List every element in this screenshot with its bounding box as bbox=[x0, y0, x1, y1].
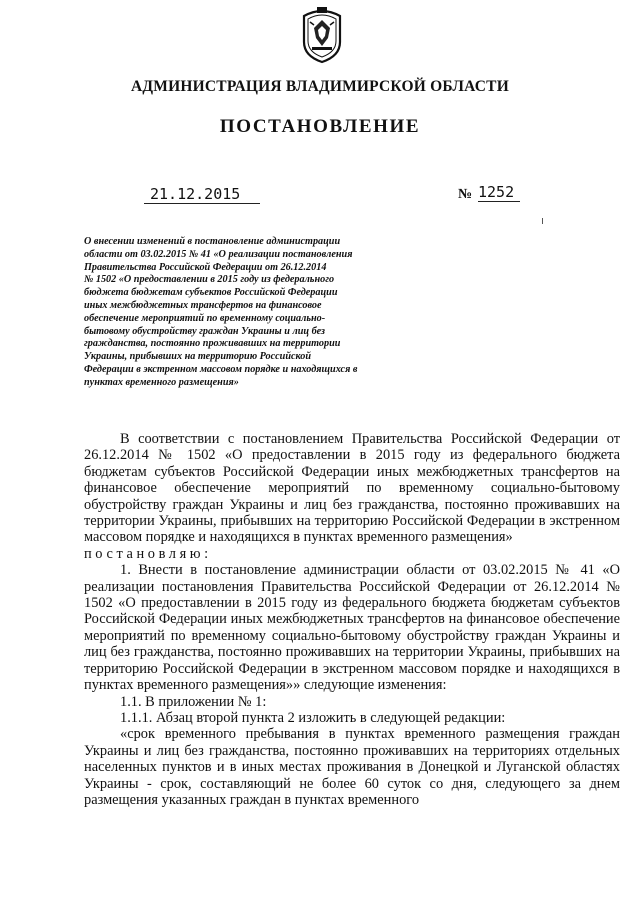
number-sign: № bbox=[458, 187, 473, 202]
subject-line: Украины, прибывших на территорию Российской bbox=[84, 351, 312, 363]
organization-name: АДМИНИСТРАЦИЯ ВЛАДИМИРСКОЙ ОБЛАСТИ bbox=[131, 78, 509, 95]
subject-line: № 1502 «О предоставлении в 2015 году из федерального bbox=[84, 274, 335, 286]
coat-of-arms-emblem bbox=[300, 6, 344, 64]
document-body bbox=[84, 431, 620, 808]
resolve-word: постановляю: bbox=[84, 545, 212, 562]
quoted-text-paragraph: «срок временного пребывания в пунктах временного размещения граждан Украины и лиц без гражданства, постоянно проживавших на территориях отдельных населенных пунктов и в иных местах проживания в Донецкой и Луганской областях Украины - срок, составляющий не более 60 суток со дня, следующего за днем размещения указанных граждан в пунктах временного bbox=[84, 726, 620, 808]
document-number: 1252 bbox=[478, 183, 520, 202]
subject-line: обеспечение мероприятий по временному социально- bbox=[84, 312, 326, 324]
item-1-paragraph: 1. Внести в постановление администрации области от 03.02.2015 № 41 «О реализации постановления Правительства Российской Федерации от 26.12.2014 № 1502 «О предоставлении в 2015 году из федерального бюджета бюджетам субъектов Российской Федерации иных межбюджетных трансфертов на финансовое обеспечение мероприятий по временному социально-бытовому обустройству граждан Украины и лиц без гражданства, постоянно проживавших на территории Украины, прибывших на территорию Российской Федерации в экстренном массовом порядке и находящихся в пунктах временного размещения»» следующие изменения: bbox=[84, 562, 620, 694]
subject-line: пунктах временного размещения» bbox=[84, 376, 239, 388]
subject-line: бытовому обустройству граждан Украины и лиц без bbox=[84, 325, 326, 337]
document-subject bbox=[84, 236, 436, 390]
item-1-1-paragraph: 1.1. В приложении № 1: bbox=[120, 693, 267, 710]
document-type-title: ПОСТАНОВЛЕНИЕ bbox=[219, 116, 421, 137]
subject-line: иных межбюджетных трансфертов на финансовое bbox=[84, 299, 322, 311]
subject-line: О внесении изменений в постановление администрации bbox=[84, 236, 341, 247]
margin-tick bbox=[542, 218, 543, 224]
document-date: 21.12.2015 bbox=[144, 185, 260, 204]
subject-line: Федерации в экстренном массовом порядке и находящихся в bbox=[84, 363, 358, 375]
preamble-paragraph: В соответствии с постановлением Правительства Российской Федерации от 26.12.2014 № 1502 «О предоставлении в 2015 году из федерального бюджета бюджетам субъектов Российской Федерации иных межбюджетных трансфертов на финансовое обеспечение мероприятий по временному социально-бытовому обустройству граждан Украины и лиц без гражданства, постоянно проживавших на территории Украины, прибывших на территорию Российской Федерации в экстренном массовом порядке и находящихся в пунктах временного размещения» bbox=[84, 431, 620, 546]
subject-line: Правительства Российской Федерации от 26.12.2014 bbox=[84, 261, 327, 273]
subject-line: бюджета бюджетам субъектов Российской Федерации bbox=[84, 287, 338, 299]
item-1-1-1-paragraph: 1.1.1. Абзац второй пункта 2 изложить в следующей редакции: bbox=[120, 709, 506, 726]
subject-line: гражданства, постоянно проживавших на территории bbox=[84, 338, 341, 350]
subject-line: области от 03.02.2015 № 41 «О реализации постановления bbox=[84, 248, 353, 260]
